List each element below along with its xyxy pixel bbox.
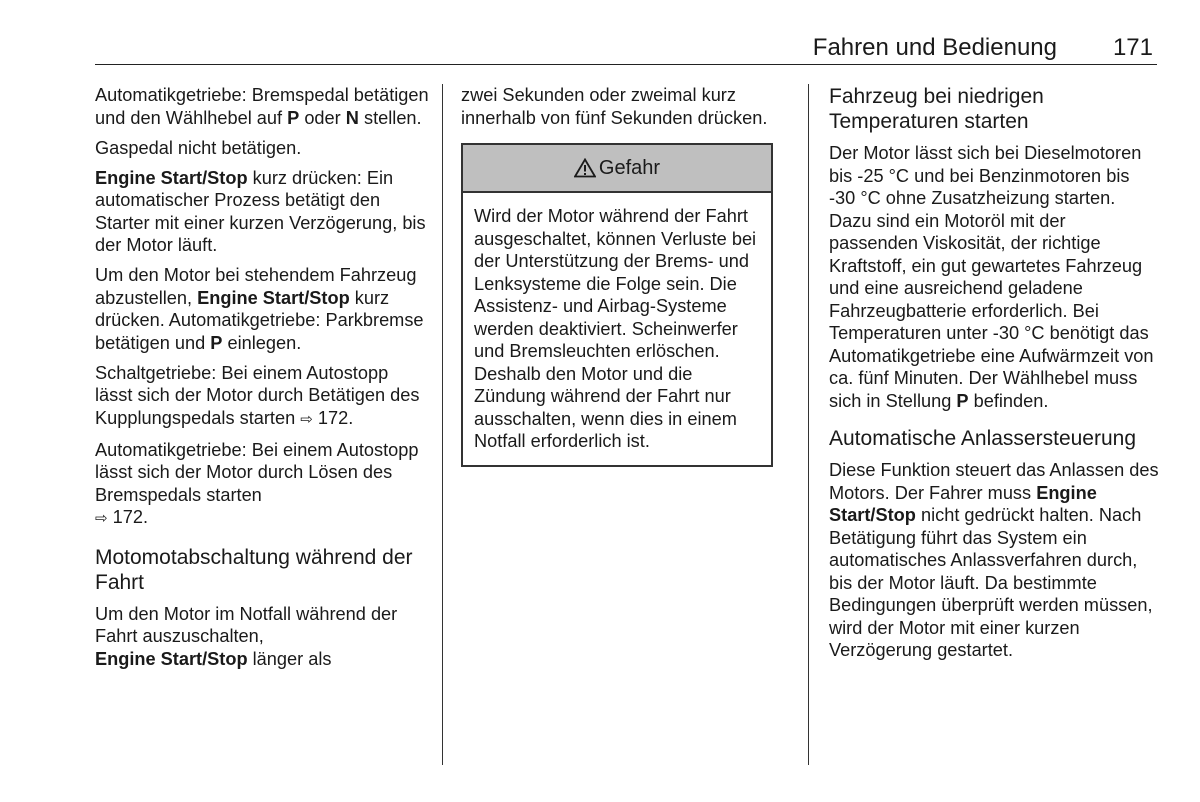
paragraph: Automatikgetriebe: Bei einem Autostopp lässt sich der Motor durch Lösen des Bremspedals starten ⇨ 172. xyxy=(95,439,419,527)
paragraph: Diese Funktion steuert das Anlassen des Motors. Der Fahrer muss Engine Start/Stop nicht gedrückt halten. Nach Betätigung führt das System ein automatisches Anlassverfahren durch, bis der Motor läuft. Da bestimmte Bedingungen überprüft werden müssen, wird der Motor mit einer kurzen Verzögerung gestartet. xyxy=(829,460,1159,660)
paragraph: Automatikgetriebe: Bremspedal betätigen und den Wählhebel auf P oder N stellen. xyxy=(95,85,429,128)
warning-box xyxy=(461,143,773,467)
column-left xyxy=(95,84,430,678)
warning-title: Gefahr xyxy=(598,156,661,179)
page-reference-icon: ⇨ xyxy=(95,510,108,527)
page-header xyxy=(95,34,1157,64)
column-middle xyxy=(461,84,796,467)
header-rule xyxy=(95,64,1157,65)
column-right xyxy=(829,84,1159,669)
column-divider xyxy=(808,84,809,765)
paragraph: Schaltgetriebe: Bei einem Autostopp lässt sich der Motor durch Betätigen des Kupplungspedals starten ⇨ 172. xyxy=(95,362,420,428)
warning-triangle-icon xyxy=(574,158,596,178)
section-heading: Automatische Anlassersteuerung xyxy=(829,427,1137,450)
page-reference-icon: ⇨ xyxy=(300,410,313,428)
paragraph: Engine Start/Stop kurz drücken: Ein automatischer Prozess betätigt den Starter mit einer kurzen Verzögerung, bis der Motor läuft. xyxy=(95,167,426,255)
warning-header xyxy=(463,145,771,193)
paragraph: zwei Sekunden oder zweimal kurz innerhalb von fünf Sekunden drücken. xyxy=(461,85,768,128)
paragraph: Um den Motor bei stehendem Fahrzeug abzustellen, Engine Start/Stop kurz drücken. Automatikgetriebe: Parkbremse betätigen und P einlegen. xyxy=(95,265,424,353)
column-divider xyxy=(442,84,443,765)
section-heading: Motomotabschaltung während der Fahrt xyxy=(95,545,413,594)
paragraph: Um den Motor im Notfall während der Fahrt auszuschalten, Engine Start/Stop länger als xyxy=(95,603,398,669)
paragraph: Der Motor lässt sich bei Dieselmotoren bis -25 °C und bei Benzinmotoren bis -30 °C ohne Zusatzheizung starten. Dazu sind ein Motoröl mit der passenden Viskosität, der richtige Kraftstoff, ein gut gewartetes Fahrzeug und eine ausreichend geladene Fahrzeugbatterie erforderlich. Bei Temperaturen unter -30 °C benötigt das Automatikgetriebe eine Aufwärmzeit von ca. fünf Minuten. Der Wählhebel muss sich in Stellung P befinden. xyxy=(829,143,1154,411)
paragraph: Gaspedal nicht betätigen. xyxy=(95,137,302,158)
section-heading: Fahrzeug bei niedrigen Temperaturen starten xyxy=(829,85,1044,133)
page-number: 171 xyxy=(1112,34,1153,61)
warning-text: Wird der Motor während der Fahrt ausgeschaltet, können Verluste bei der Unterstützung der Brems- und Lenksysteme die Folge sein. Die Assistenz- und Airbag-Systeme werden deaktiviert. Scheinwerfer und Bremsleuchten erlöschen. Deshalb den Motor und die Zündung während der Fahrt nur ausschalten, wenn dies in einem Notfall erforderlich ist. xyxy=(474,206,757,451)
section-title: Fahren und Bedienung xyxy=(812,34,1057,61)
